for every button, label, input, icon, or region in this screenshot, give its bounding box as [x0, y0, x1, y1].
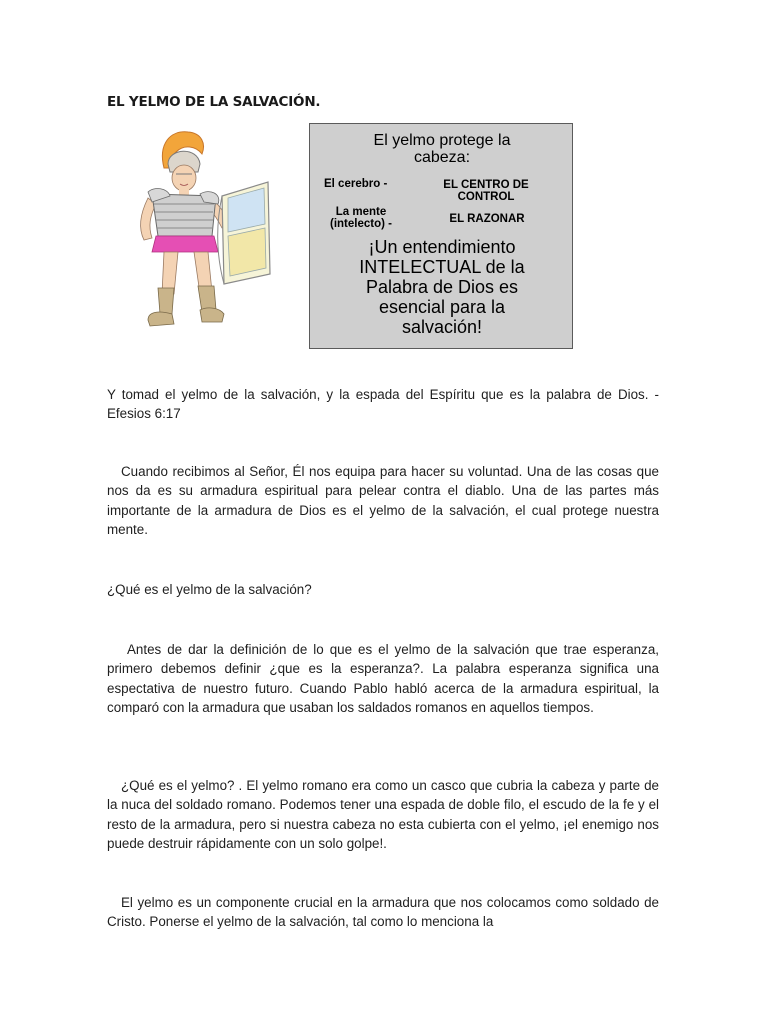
info-box — [309, 123, 573, 349]
row2-value: EL RAZONAR — [449, 213, 525, 225]
heading-line-1: El yelmo protege la — [373, 132, 511, 149]
row1-label: El cerebro - — [324, 178, 388, 190]
row1-value — [426, 179, 546, 203]
row2-label — [322, 206, 400, 230]
row2-label-line-1: La mente — [335, 206, 387, 218]
scripture-quote: Y tomad el yelmo de la salvación, y la espada del Espíritu que es la palabra de Dios. - Efesios 6:17 — [107, 387, 659, 422]
section-question-1: ¿Qué es el yelmo de la salvación? — [107, 582, 312, 597]
statement-line-5: salvación! — [401, 317, 483, 337]
heading-line-2: cabeza: — [413, 148, 471, 166]
statement-line-1: ¡Un entendimiento — [368, 237, 516, 257]
roman-soldier-illustration — [118, 124, 288, 342]
statement-line-2: INTELECTUAL de la — [359, 257, 525, 277]
body-paragraph-2: Antes de dar la definición de lo que es el yelmo de la salvación que trae esperanza, primero debemos definir ¿que es la esperanza?. La palabra esperanza significa una espectativa de nuestro futuro. Cuando Pablo habló acerca de la armadura espiritual, la comparó con la armadura que usaban los saldados romanos en aquellos tiempos. — [107, 642, 659, 715]
body-paragraph-1: Cuando recibimos al Señor, Él nos equipa para hacer su voluntad. Una de las cosas que nos da es su armadura espiritual para pelear contra el diablo. Una de las partes más importante de la armadura de Dios es el yelmo de la salvación, el cual protege nuestra mente. — [107, 464, 659, 537]
row1-value-line-1: EL CENTRO DE — [443, 179, 529, 191]
statement-line-4: esencial para la — [378, 297, 506, 317]
document-title: EL YELMO DE LA SALVACIÓN. — [107, 94, 321, 110]
info-box-heading — [310, 133, 574, 167]
row2-label-line-2: (intelecto) - — [330, 218, 392, 231]
body-paragraph-4: El yelmo es un componente crucial en la armadura que nos colocamos como soldado de Cristo. Ponerse el yelmo de la salvación, tal como lo menciona la — [107, 895, 659, 930]
statement-line-3: Palabra de Dios es — [365, 277, 519, 297]
row1-value-line-2: CONTROL — [457, 191, 515, 204]
body-paragraph-3: ¿Qué es el yelmo? . El yelmo romano era como un casco que cubria la cabeza y parte de la nuca del soldado romano. Podemos tener una espada de doble filo, el escudo de la fe y el resto de la armadura, pero si nuestra cabeza no esta cubierta con el yelmo, ¡el enemigo nos puede destruir rápidamente con un solo golpe!. — [107, 778, 659, 851]
info-box-statement — [310, 237, 574, 337]
